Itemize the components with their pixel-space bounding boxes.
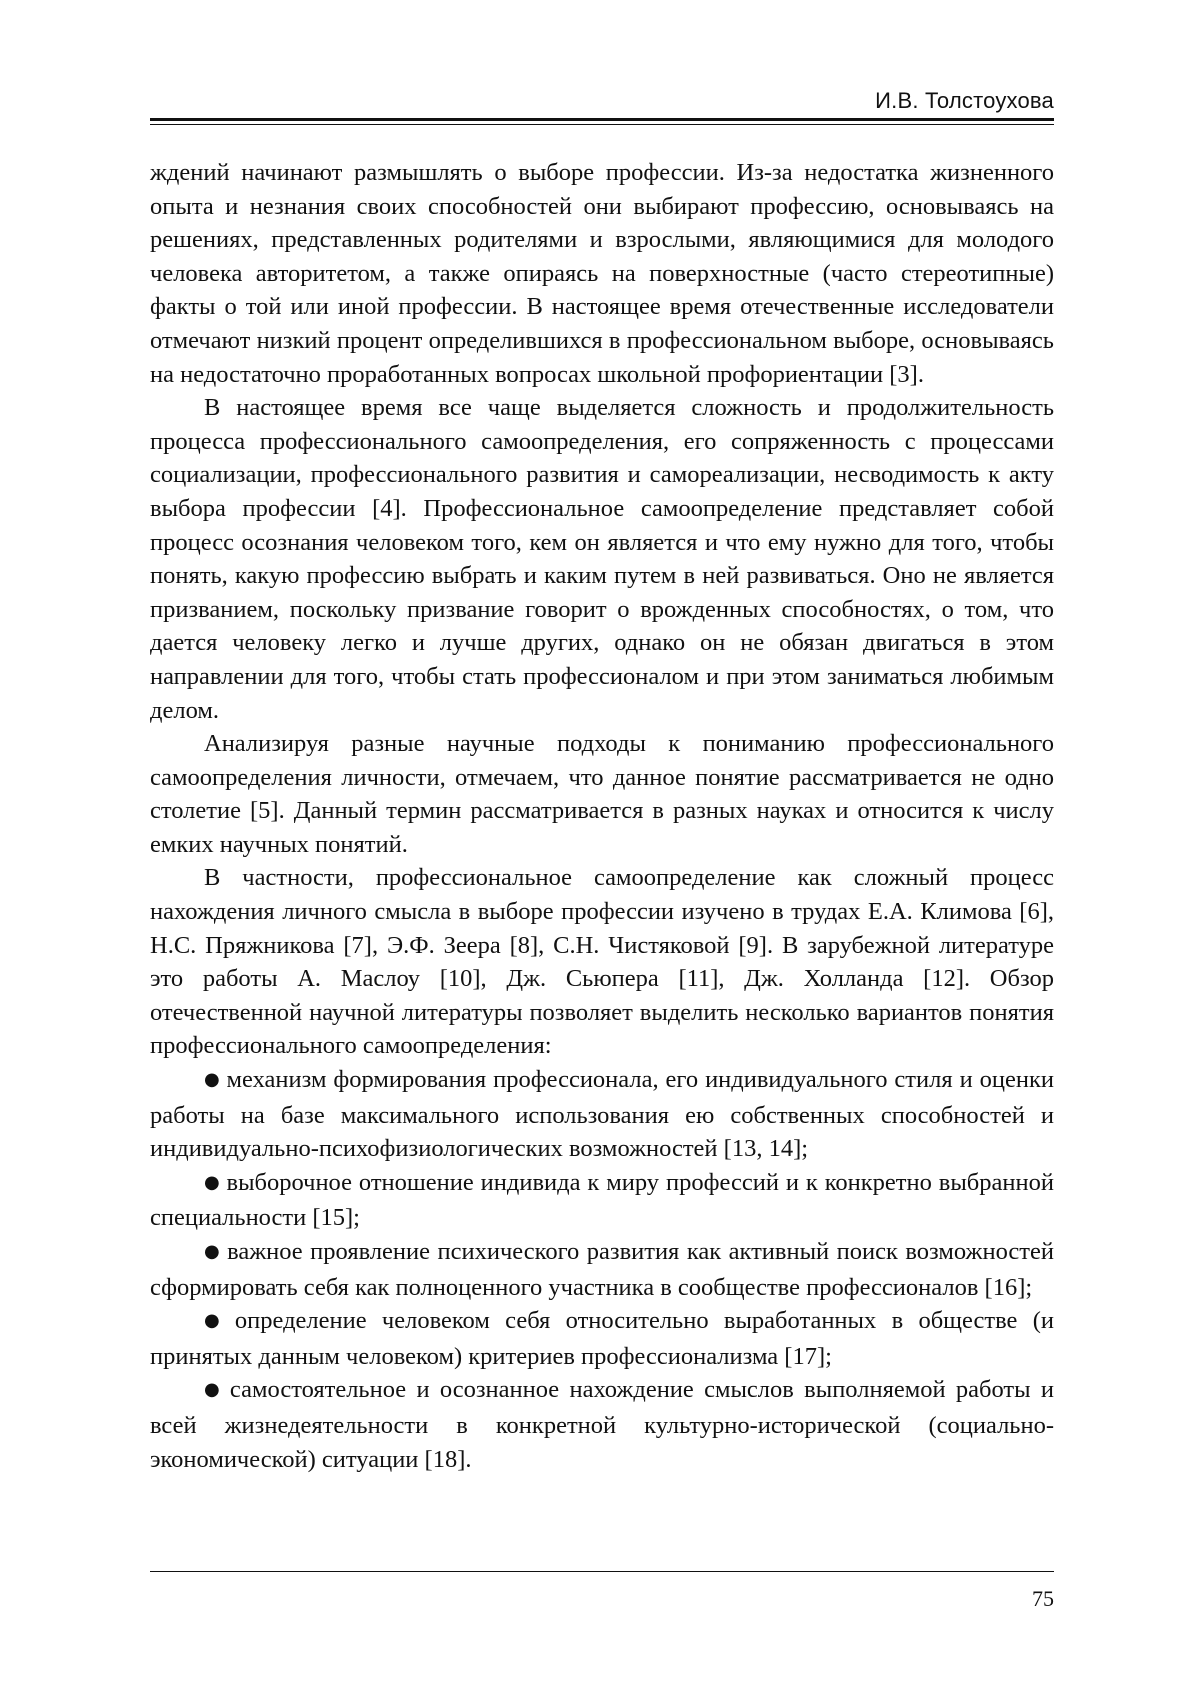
- paragraph-4: В частности, профессиональное самоопределение как сложный процесс нахождения личного смысла в выборе профессии изучено в трудах Е.А. Климова [6], Н.С. Пряжникова [7], Э.Ф. Зеера [8], С.Н. Чистяковой [9]. В зарубежной литературе это работы А. Маслоу [10], Дж. Сьюпера [11], Дж. Холланда [12]. Обзор отечественной научной литературы позволяет выделить несколько вариантов понятия профессионального самоопределения:: [150, 861, 1054, 1063]
- header-rule-thick: [150, 118, 1054, 121]
- document-page: [0, 0, 1200, 1700]
- page-number: 75: [150, 1586, 1054, 1612]
- body-text: [150, 156, 1054, 1476]
- header-rule-thin: [150, 124, 1054, 125]
- paragraph-2: В настоящее время все чаще выделяется сложность и продолжительность процесса профессионального самоопределения, его сопряженность с процессами социализации, профессионального развития и самореализации, несводимость к акту выбора профессии [4]. Профессиональное самоопределение представляет собой процесс осознания человеком того, кем он является и что ему нужно для того, чтобы понять, какую профессию выбрать и каким путем в ней развиваться. Оно не является призванием, поскольку призвание говорит о врожденных способностях, о том, что дается человеку легко и лучше других, однако он не обязан двигаться в этом направлении для того, чтобы стать профессионалом и при этом заниматься любимым делом.: [150, 391, 1054, 727]
- bullet-text-4: определение человеком себя относительно выработанных в обществе (и принятых данным человеком) критериев профессионализма [17];: [150, 1307, 1054, 1370]
- bullet-item-5: [150, 1373, 1054, 1476]
- running-header-author: И.В. Толстоухова: [150, 88, 1054, 114]
- bullet-icon: ●: [204, 1069, 221, 1090]
- bullet-icon: ●: [204, 1379, 224, 1400]
- bullet-icon: ●: [204, 1241, 221, 1262]
- bullet-text-2: выборочное отношение индивида к миру профессий и к конкретно выбранной специальности [15];: [150, 1169, 1054, 1232]
- bullet-icon: ●: [204, 1310, 229, 1331]
- bullet-text-5: самостоятельное и осознанное нахождение смыслов выполняемой работы и всей жизнедеятельности в конкретной культурно-исторической (социально-экономической) ситуации [18].: [150, 1376, 1054, 1472]
- bullet-item-2: [150, 1166, 1054, 1235]
- bullet-text-3: важное проявление психического развития как активный поиск возможностей сформировать себя как полноценного участника в сообществе профессионалов [16];: [150, 1238, 1054, 1301]
- footer-rule: [150, 1571, 1054, 1572]
- bullet-item-1: [150, 1063, 1054, 1166]
- bullet-icon: ●: [204, 1172, 221, 1193]
- bullet-text-1: механизм формирования профессионала, его индивидуального стиля и оценки работы на базе максимального использования ею собственных способностей и индивидуально-психофизиологических возможностей [13, 14];: [150, 1066, 1054, 1162]
- bullet-item-4: [150, 1304, 1054, 1373]
- bullet-item-3: [150, 1235, 1054, 1304]
- paragraph-3: Анализируя разные научные подходы к пониманию профессионального самоопределения личности, отмечаем, что данное понятие рассматривается не одно столетие [5]. Данный термин рассматривается в разных науках и относится к числу емких научных понятий.: [150, 727, 1054, 861]
- paragraph-1: ждений начинают размышлять о выборе профессии. Из-за недостатка жизненного опыта и незнания своих способностей они выбирают профессию, основываясь на решениях, представленных родителями и взрослыми, являющимися для молодого человека авторитетом, а также опираясь на поверхностные (часто стереотипные) факты о той или иной профессии. В настоящее время отечественные исследователи отмечают низкий процент определившихся в профессиональном выборе, основываясь на недостаточно проработанных вопросах школьной профориентации [3].: [150, 156, 1054, 391]
